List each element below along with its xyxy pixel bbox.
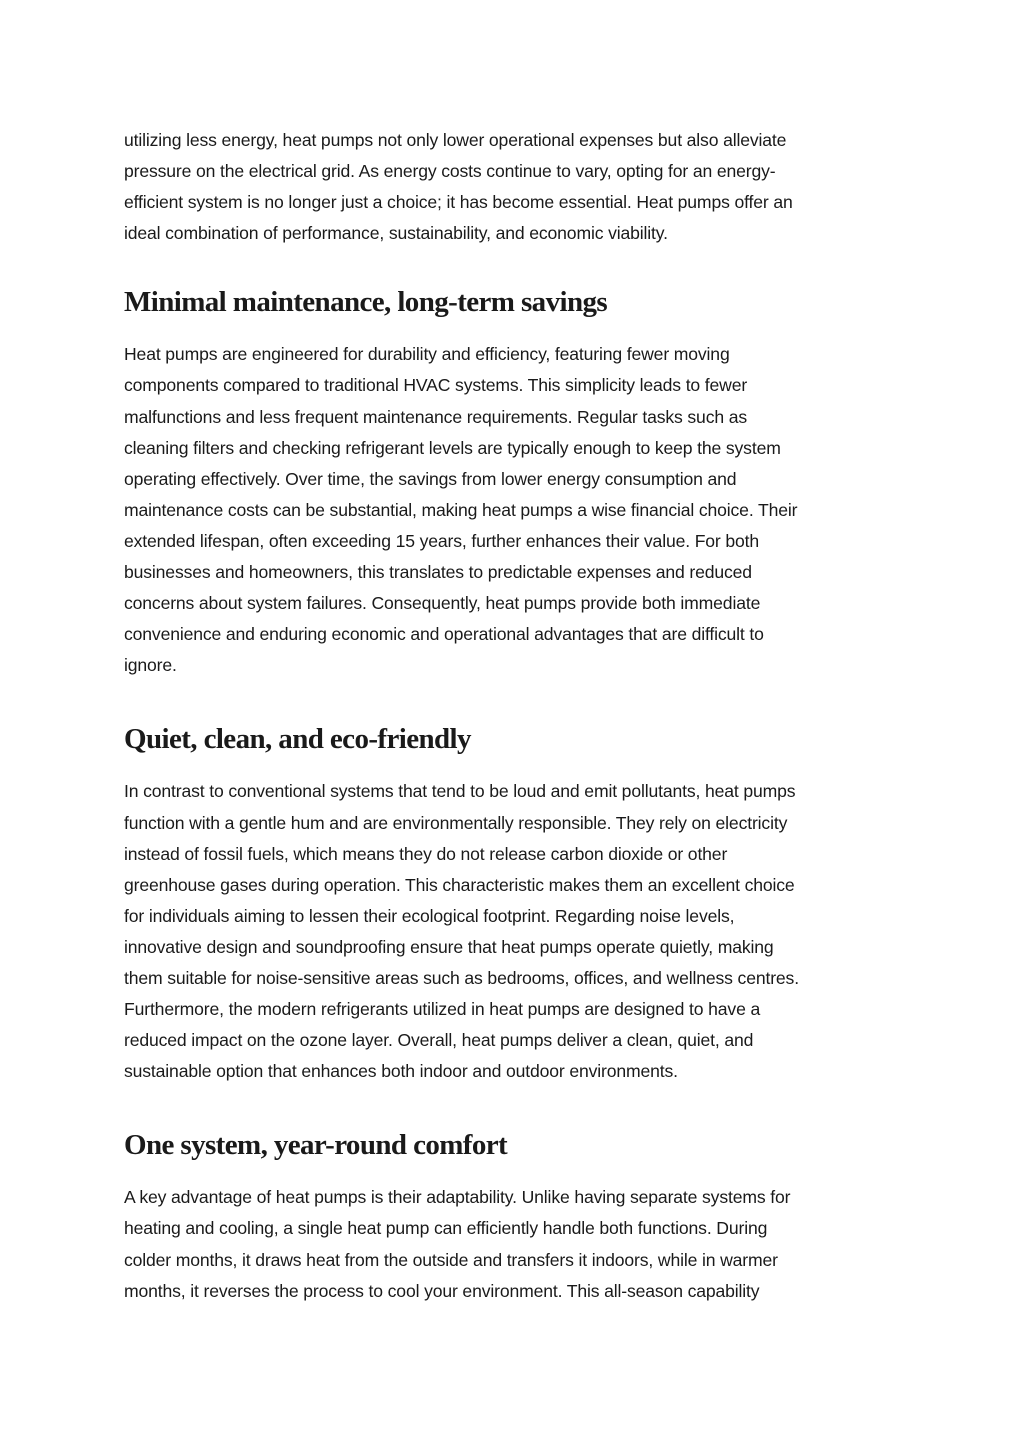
paragraph-line: reduced impact on the ozone layer. Overall, heat pumps deliver a clean, quiet, and bbox=[124, 1030, 754, 1051]
paragraph-line: extended lifespan, often exceeding 15 years, further enhances their value. For both bbox=[124, 530, 760, 551]
paragraph-line: instead of fossil fuels, which means they do not release carbon dioxide or other bbox=[124, 843, 728, 864]
paragraph-line: utilizing less energy, heat pumps not only lower operational expenses but also alleviate bbox=[124, 130, 787, 150]
paragraph-line: Heat pumps are engineered for durability and efficiency, featuring fewer moving bbox=[124, 344, 730, 365]
paragraph-line: operating effectively. Over time, the savings from lower energy consumption and bbox=[124, 468, 737, 489]
paragraph-line: sustainable option that enhances both indoor and outdoor environments. bbox=[124, 1061, 678, 1082]
paragraph-line: colder months, it draws heat from the outside and transfers it indoors, while in warmer bbox=[124, 1249, 778, 1270]
paragraph-line: heating and cooling, a single heat pump can efficiently handle both functions. During bbox=[124, 1218, 768, 1239]
paragraph-line: months, it reverses the process to cool your environment. This all-season capability bbox=[124, 1280, 760, 1301]
maintenance-paragraph bbox=[124, 339, 904, 681]
paragraph-line: cleaning filters and checking refrigerant levels are typically enough to keep the system bbox=[124, 437, 781, 458]
year-round-paragraph bbox=[124, 1182, 904, 1306]
paragraph-line: In contrast to conventional systems that tend to be loud and emit pollutants, heat pumps bbox=[124, 781, 796, 802]
paragraph-line: components compared to traditional HVAC systems. This simplicity leads to fewer bbox=[124, 375, 748, 396]
paragraph-line: Furthermore, the modern refrigerants utilized in heat pumps are designed to have a bbox=[124, 999, 761, 1020]
heading-eco-friendly: Quiet, clean, and eco-friendly bbox=[124, 723, 471, 756]
paragraph-line: maintenance costs can be substantial, making heat pumps a wise financial choice. Their bbox=[124, 499, 798, 520]
paragraph-line: businesses and homeowners, this translates to predictable expenses and reduced bbox=[124, 562, 752, 583]
eco-friendly-paragraph bbox=[124, 776, 904, 1087]
intro-paragraph bbox=[124, 125, 904, 249]
paragraph-line: convenience and enduring economic and operational advantages that are difficult to bbox=[124, 624, 764, 645]
paragraph-line: ignore. bbox=[124, 655, 177, 676]
paragraph-line: innovative design and soundproofing ensure that heat pumps operate quietly, making bbox=[124, 936, 774, 957]
paragraph-line: greenhouse gases during operation. This characteristic makes them an excellent choice bbox=[124, 874, 795, 895]
paragraph-line: malfunctions and less frequent maintenance requirements. Regular tasks such as bbox=[124, 406, 747, 427]
paragraph-line: efficient system is no longer just a choice; it has become essential. Heat pumps offer an bbox=[124, 192, 793, 213]
paragraph-line: pressure on the electrical grid. As energy costs continue to vary, opting for an energy- bbox=[124, 161, 776, 182]
paragraph-line: for individuals aiming to lessen their ecological footprint. Regarding noise levels, bbox=[124, 905, 735, 926]
paragraph-line: A key advantage of heat pumps is their adaptability. Unlike having separate systems for bbox=[124, 1187, 791, 1208]
heading-year-round-comfort: One system, year-round comfort bbox=[124, 1129, 508, 1162]
document-content bbox=[124, 125, 904, 1307]
paragraph-line: concerns about system failures. Consequently, heat pumps provide both immediate bbox=[124, 593, 761, 614]
heading-maintenance: Minimal maintenance, long-term savings bbox=[124, 286, 608, 319]
paragraph-line: function with a gentle hum and are environmentally responsible. They rely on electricity bbox=[124, 812, 788, 833]
paragraph-line: them suitable for noise-sensitive areas such as bedrooms, offices, and wellness centres. bbox=[124, 967, 799, 988]
paragraph-line: ideal combination of performance, sustainability, and economic viability. bbox=[124, 223, 668, 244]
